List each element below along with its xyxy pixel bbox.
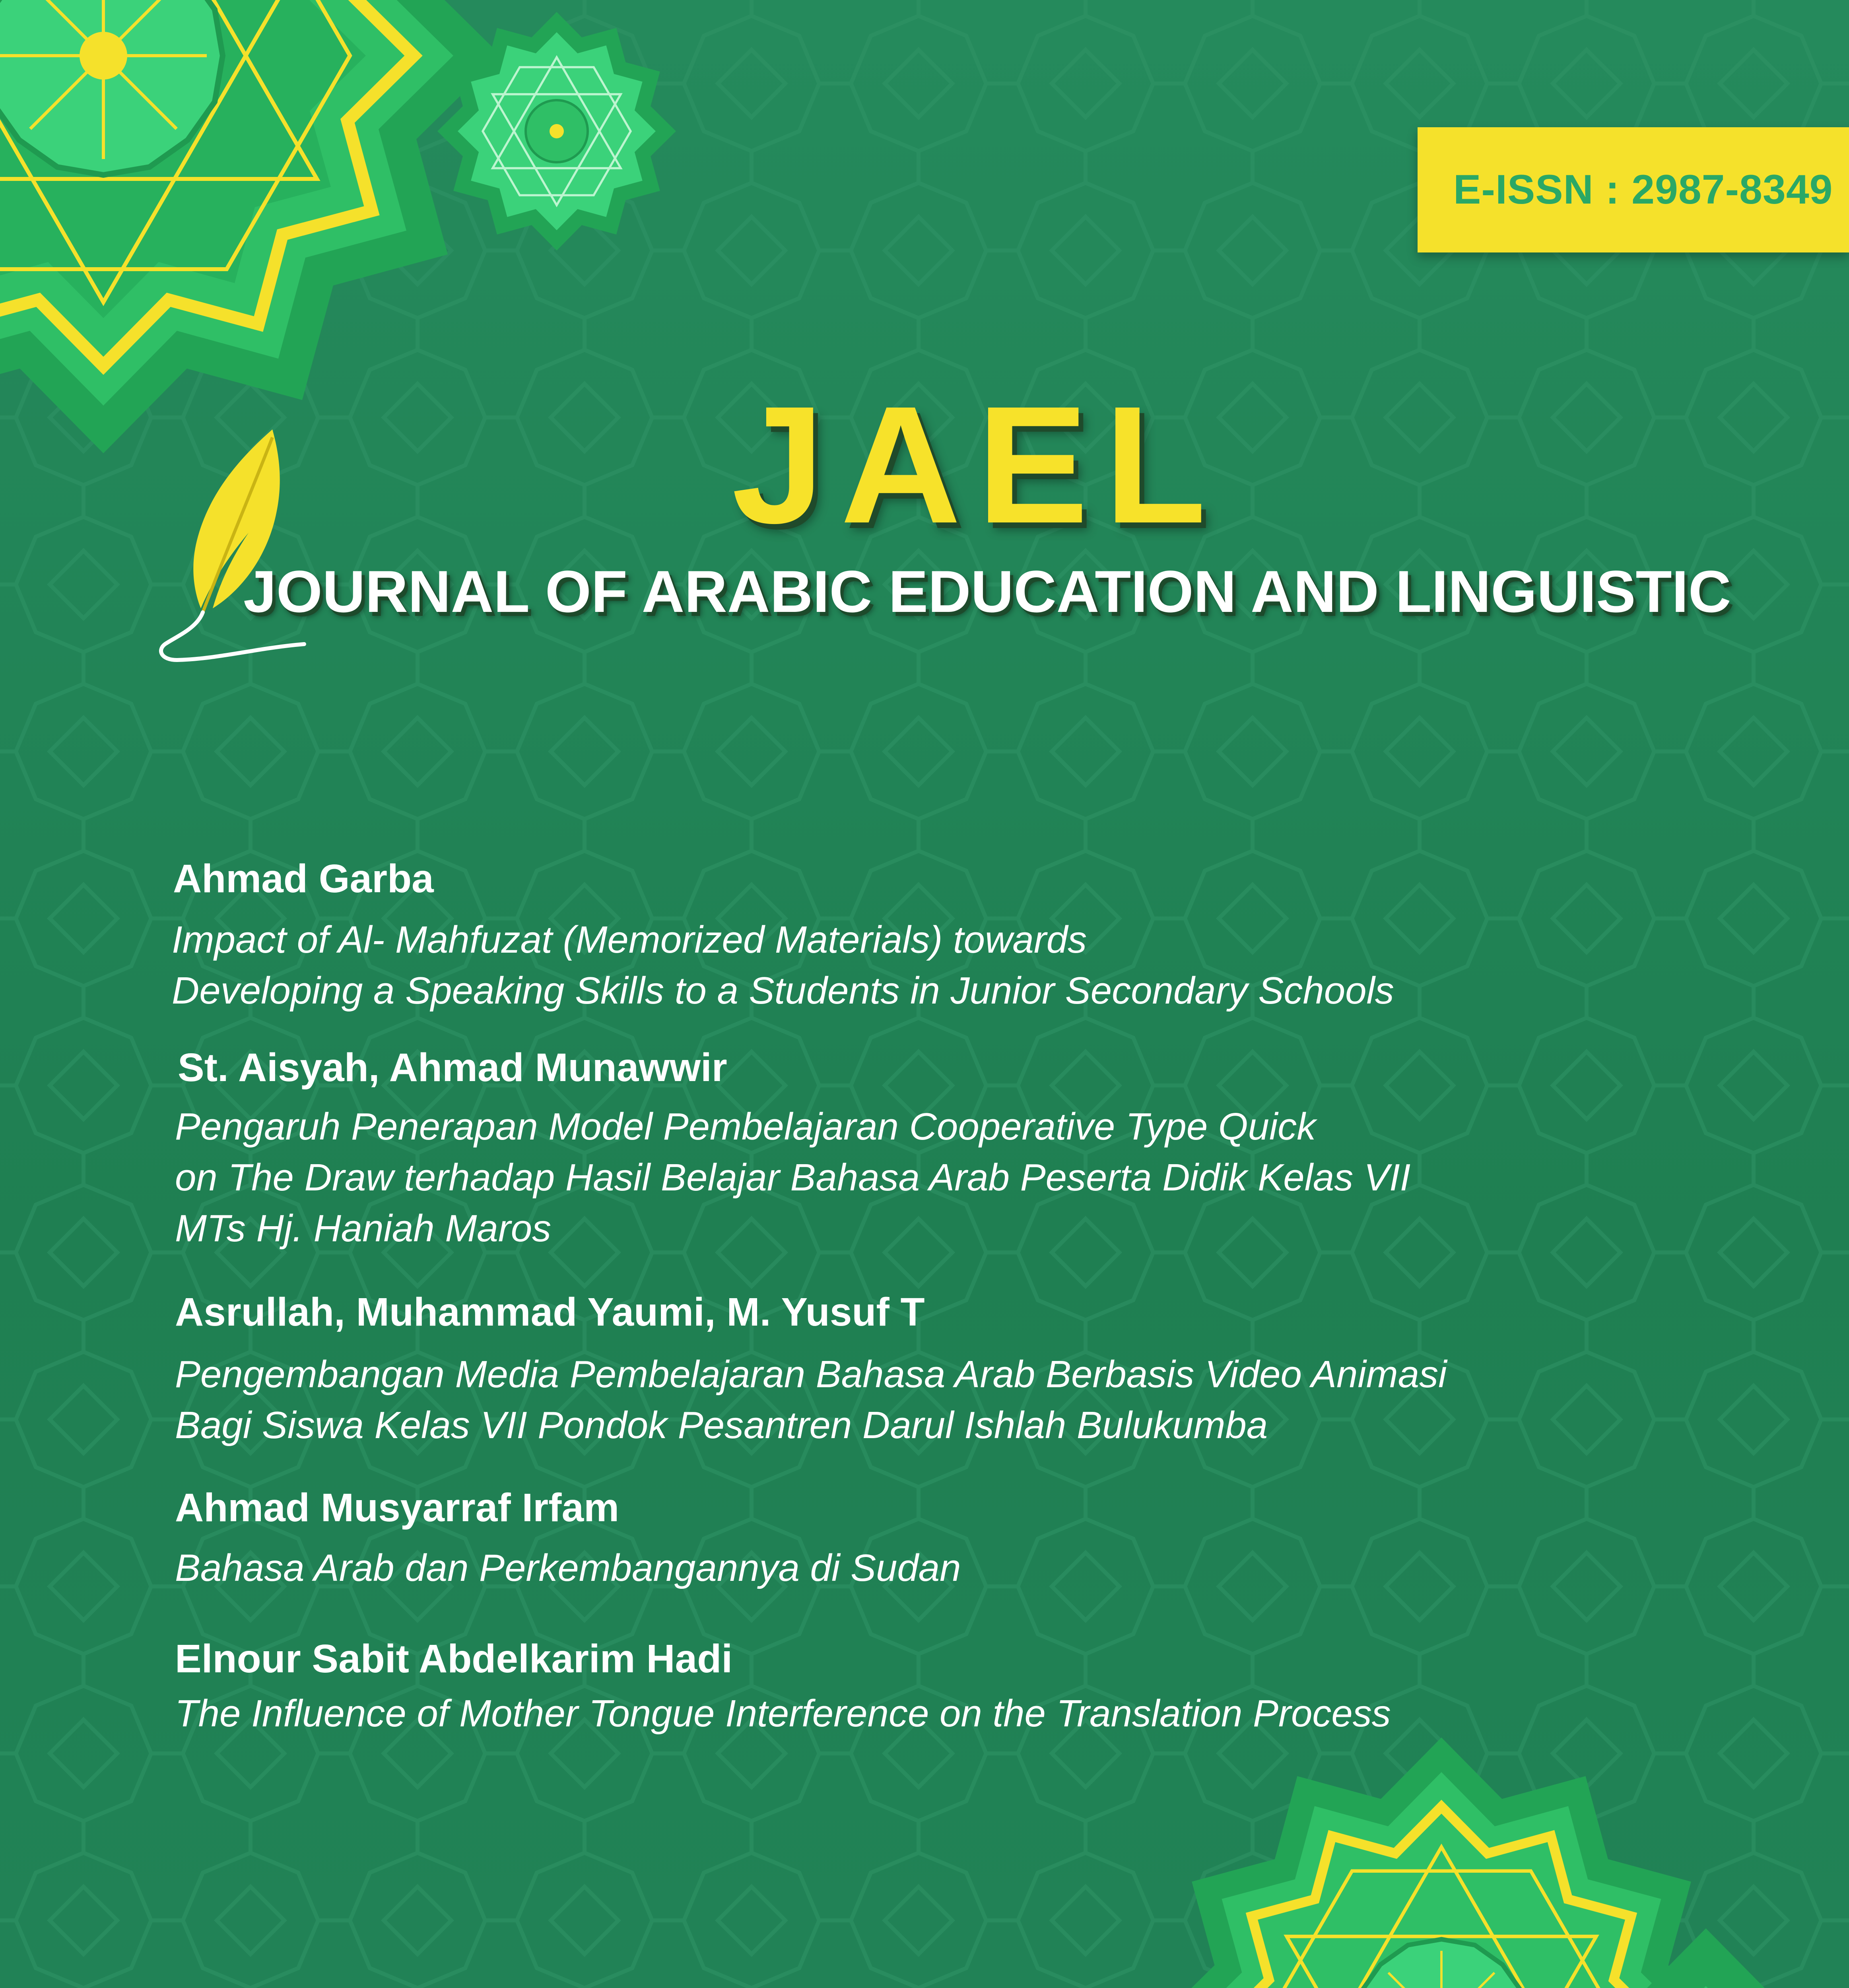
article-1-authors: Ahmad Garba (173, 856, 434, 901)
article-3-title-line-1: Pengembangan Media Pembelajaran Bahasa Arab Berbasis Video Animasi (175, 1353, 1447, 1396)
article-1-title-line-2: Developing a Speaking Skills to a Students in Junior Secondary Schools (172, 969, 1394, 1012)
ornament-top-left (0, 0, 501, 453)
article-4-title-line-1: Bahasa Arab dan Perkembangannya di Sudan (175, 1547, 961, 1589)
article-2-authors: St. Aisyah, Ahmad Munawwir (178, 1045, 727, 1090)
article-2-title-line-1: Pengaruh Penerapan Model Pembelajaran Cooperative Type Quick (175, 1105, 1316, 1148)
article-1-title-line-1: Impact of Al- Mahfuzat (Memorized Materials) towards (172, 918, 1087, 961)
journal-full-name: JOURNAL OF ARABIC EDUCATION AND LINGUISTIC (243, 558, 1731, 625)
article-5-title-line-1: The Influence of Mother Tongue Interference on the Translation Process (175, 1692, 1391, 1735)
journal-acronym: JAEL (732, 372, 1222, 558)
issn-badge (1418, 127, 1849, 252)
ornament-top-small (437, 12, 676, 250)
article-3-title-line-2: Bagi Siswa Kelas VII Pondok Pesantren Darul Ishlah Bulukumba (175, 1404, 1268, 1446)
article-5-authors: Elnour Sabit Abdelkarim Hadi (175, 1637, 733, 1681)
article-4-authors: Ahmad Musyarraf Irfam (175, 1485, 619, 1530)
article-3-authors: Asrullah, Muhammad Yaumi, M. Yusuf T (175, 1290, 925, 1334)
quill-pen-icon (153, 421, 320, 668)
article-2-title-line-2: on The Draw terhadap Hasil Belajar Bahasa Arab Peserta Didik Kelas VII (175, 1156, 1411, 1199)
issn-text: E-ISSN : 2987-8349 (1453, 167, 1833, 213)
ornament-bottom-right-large (1129, 1928, 1849, 1988)
article-2-title-line-3: MTs Hj. Haniah Maros (175, 1207, 552, 1250)
